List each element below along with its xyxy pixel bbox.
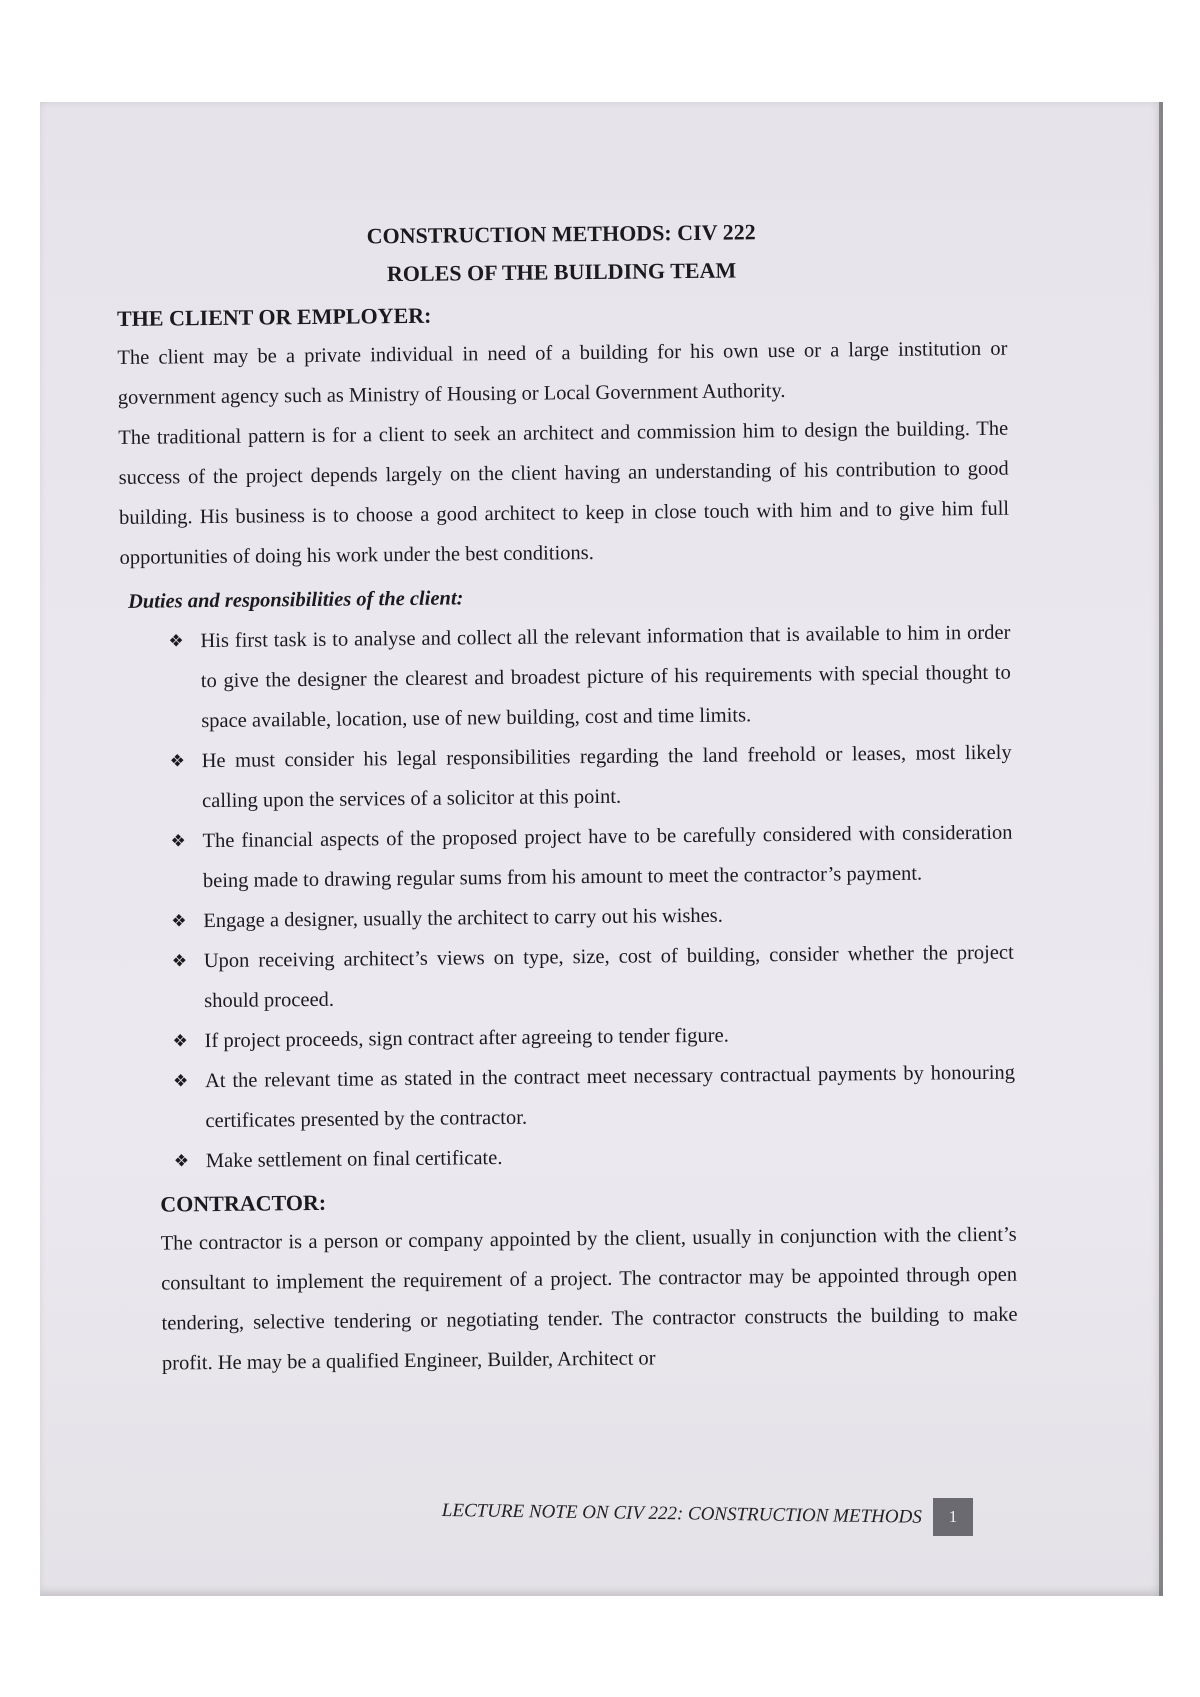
diamond-bullet-icon: ❖ (170, 831, 186, 852)
page-footer: LECTURE NOTE ON CIV 222: CONSTRUCTION METHODS (441, 1500, 922, 1528)
diamond-bullet-icon: ❖ (171, 951, 188, 972)
duty-text: Engage a designer, usually the architect to carry out his wishes. (203, 904, 723, 933)
document-title: CONSTRUCTION METHODS: CIV 222 (366, 219, 756, 249)
page-content (116, 211, 1018, 1384)
diamond-bullet-icon: ❖ (168, 631, 184, 652)
list-item (169, 733, 1012, 822)
contractor-section (160, 1177, 1018, 1384)
diamond-bullet-icon: ❖ (171, 911, 187, 932)
list-item (173, 1053, 1016, 1142)
list-item (172, 933, 1015, 1022)
document-subtitle: ROLES OF THE BUILDING TEAM (386, 257, 737, 287)
document-page (40, 102, 1163, 1596)
client-paragraph-2: The traditional pattern is for a client to seek an architect and commission him to design the building. The success of the project depends largely on the client having an understanding of his contribution to good building. His business is to choose a good architect to keep in close touch with him and to give him full opportunities of doing his work under the best conditions. (118, 417, 1010, 569)
duty-text: If project proceeds, sign contract after agreeing to tender figure. (204, 1024, 729, 1053)
diamond-bullet-icon: ❖ (173, 1151, 190, 1172)
duties-list (120, 613, 1016, 1182)
duty-text: He must consider his legal responsibilities regarding the land freehold or leases, most likely calling upon the services of a solicitor at this point. (201, 741, 1012, 813)
duty-text: Make settlement on final certificate. (205, 1147, 503, 1173)
list-item (174, 1133, 1016, 1182)
duties-heading: Duties and responsibilities of the client: (127, 587, 464, 613)
list-item (170, 813, 1013, 902)
client-paragraph-1: The client may be a private individual in need of a building for his own use or a large institution or government agency such as Ministry of Housing or Local Government Authority. (117, 337, 1008, 409)
page-number: 1 (933, 1498, 973, 1536)
diamond-bullet-icon: ❖ (172, 1071, 189, 1092)
contractor-paragraph: The contractor is a person or company appointed by the client, usually in conjunction with the client’s consultant to implement the requirement of a project. The contractor may be appointed through open tendering, selective tendering or negotiating tender. The contractor constructs the building to make profit. He may be a qualified Engineer, Builder, Architect or (160, 1223, 1018, 1375)
list-item (168, 613, 1011, 742)
duty-text: Upon receiving architect’s views on type, size, cost of building, consider whether the project should proceed. (203, 941, 1014, 1013)
contractor-heading: CONTRACTOR: (160, 1189, 327, 1217)
duty-text: The financial aspects of the proposed project have to be carefully considered with consideration being made to drawing regular sums from his amount to meet the contractor’s payment. (202, 821, 1013, 893)
duty-text: At the relevant time as stated in the contract meet necessary contractual payments by honouring certificates presented by the contractor. (204, 1061, 1016, 1133)
client-heading: THE CLIENT OR EMPLOYER: (116, 302, 432, 331)
duty-text: His first task is to analyse and collect all the relevant information that is available to him in order to give the designer the clearest and broadest picture of his requirements with special thought to space available, location, use of new building, cost and time limits. (200, 621, 1011, 733)
diamond-bullet-icon: ❖ (169, 751, 186, 772)
diamond-bullet-icon: ❖ (172, 1031, 188, 1052)
